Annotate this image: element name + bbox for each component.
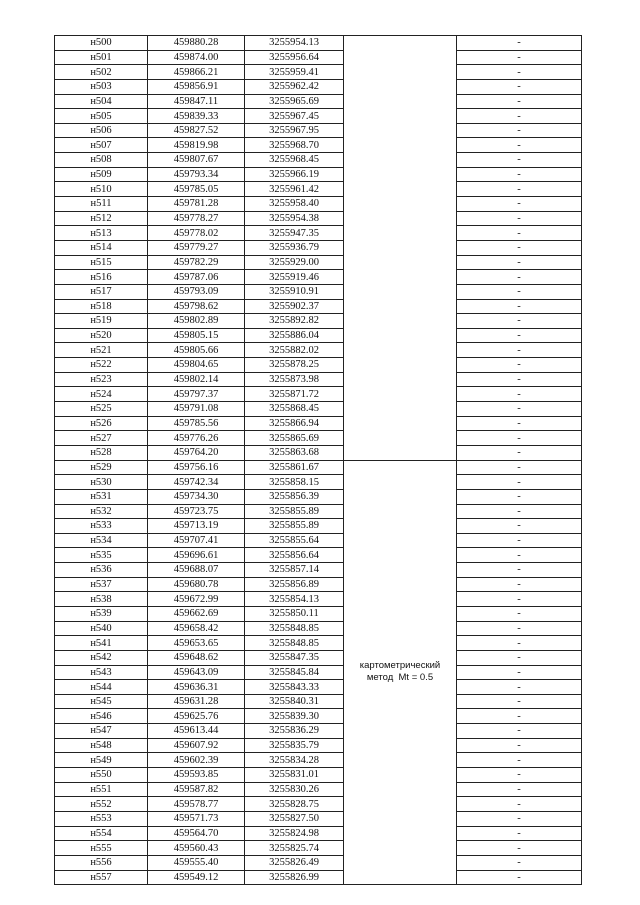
table-row xyxy=(55,299,582,314)
table-row xyxy=(55,50,582,65)
y-coordinate-cell: 3255878.25 xyxy=(245,358,344,373)
x-coordinate-cell: 459662.69 xyxy=(148,606,245,621)
table-row xyxy=(55,475,582,490)
x-coordinate-cell: 459764.20 xyxy=(148,445,245,460)
x-coordinate-cell: 459578.77 xyxy=(148,797,245,812)
y-coordinate-cell: 3255856.89 xyxy=(245,577,344,592)
table-row xyxy=(55,592,582,607)
mark-cell: - xyxy=(457,109,582,124)
x-coordinate-cell: 459707.41 xyxy=(148,533,245,548)
table-row xyxy=(55,621,582,636)
mark-cell: - xyxy=(457,753,582,768)
x-coordinate-cell: 459778.27 xyxy=(148,211,245,226)
point-name-cell: н528 xyxy=(55,445,148,460)
point-name-cell: н526 xyxy=(55,416,148,431)
y-coordinate-cell: 3255848.85 xyxy=(245,636,344,651)
y-coordinate-cell: 3255868.45 xyxy=(245,402,344,417)
point-name-cell: н523 xyxy=(55,372,148,387)
table-row xyxy=(55,314,582,329)
table-row xyxy=(55,533,582,548)
y-coordinate-cell: 3255847.35 xyxy=(245,650,344,665)
mark-cell: - xyxy=(457,606,582,621)
point-name-cell: н502 xyxy=(55,65,148,80)
y-coordinate-cell: 3255826.49 xyxy=(245,855,344,870)
mark-cell: - xyxy=(457,402,582,417)
y-coordinate-cell: 3255831.01 xyxy=(245,768,344,783)
x-coordinate-cell: 459856.91 xyxy=(148,79,245,94)
y-coordinate-cell: 3255936.79 xyxy=(245,240,344,255)
point-name-cell: н518 xyxy=(55,299,148,314)
x-coordinate-cell: 459643.09 xyxy=(148,665,245,680)
table-row xyxy=(55,811,582,826)
x-coordinate-cell: 459781.28 xyxy=(148,197,245,212)
table-row xyxy=(55,445,582,460)
mark-cell: - xyxy=(457,65,582,80)
x-coordinate-cell: 459631.28 xyxy=(148,694,245,709)
mark-cell: - xyxy=(457,138,582,153)
mark-cell: - xyxy=(457,475,582,490)
table-row xyxy=(55,79,582,94)
table-row xyxy=(55,240,582,255)
x-coordinate-cell: 459696.61 xyxy=(148,548,245,563)
coordinates-table-body xyxy=(55,36,582,885)
mark-cell: - xyxy=(457,768,582,783)
method-accuracy-text: метод Mt = 0.5 xyxy=(366,672,434,684)
point-name-cell: н516 xyxy=(55,270,148,285)
mark-cell: - xyxy=(457,694,582,709)
mark-cell: - xyxy=(457,387,582,402)
table-row xyxy=(55,826,582,841)
y-coordinate-cell: 3255954.38 xyxy=(245,211,344,226)
x-coordinate-cell: 459636.31 xyxy=(148,680,245,695)
mark-cell: - xyxy=(457,797,582,812)
table-row xyxy=(55,650,582,665)
mark-cell: - xyxy=(457,79,582,94)
y-coordinate-cell: 3255892.82 xyxy=(245,314,344,329)
y-coordinate-cell: 3255828.75 xyxy=(245,797,344,812)
y-coordinate-cell: 3255873.98 xyxy=(245,372,344,387)
point-name-cell: н510 xyxy=(55,182,148,197)
table-row xyxy=(55,358,582,373)
y-coordinate-cell: 3255857.14 xyxy=(245,563,344,578)
table-row xyxy=(55,226,582,241)
table-row xyxy=(55,724,582,739)
x-coordinate-cell: 459756.16 xyxy=(148,460,245,475)
mark-cell: - xyxy=(457,255,582,270)
y-coordinate-cell: 3255824.98 xyxy=(245,826,344,841)
table-row xyxy=(55,255,582,270)
point-name-cell: н551 xyxy=(55,782,148,797)
x-coordinate-cell: 459791.08 xyxy=(148,402,245,417)
y-coordinate-cell: 3255843.33 xyxy=(245,680,344,695)
mark-cell: - xyxy=(457,211,582,226)
point-name-cell: н543 xyxy=(55,665,148,680)
mark-cell: - xyxy=(457,358,582,373)
table-row xyxy=(55,94,582,109)
y-coordinate-cell: 3255967.45 xyxy=(245,109,344,124)
x-coordinate-cell: 459802.14 xyxy=(148,372,245,387)
mark-cell: - xyxy=(457,328,582,343)
table-row xyxy=(55,797,582,812)
table-row xyxy=(55,855,582,870)
table-row xyxy=(55,372,582,387)
table-row xyxy=(55,870,582,885)
y-coordinate-cell: 3255954.13 xyxy=(245,36,344,51)
table-row xyxy=(55,211,582,226)
x-coordinate-cell: 459723.75 xyxy=(148,504,245,519)
point-name-cell: н546 xyxy=(55,709,148,724)
table-row xyxy=(55,738,582,753)
x-coordinate-cell: 459564.70 xyxy=(148,826,245,841)
x-coordinate-cell: 459778.02 xyxy=(148,226,245,241)
point-name-cell: н524 xyxy=(55,387,148,402)
mark-cell: - xyxy=(457,50,582,65)
point-name-cell: н504 xyxy=(55,94,148,109)
x-coordinate-cell: 459802.89 xyxy=(148,314,245,329)
y-coordinate-cell: 3255865.69 xyxy=(245,431,344,446)
mark-cell: - xyxy=(457,841,582,856)
x-coordinate-cell: 459827.52 xyxy=(148,123,245,138)
y-coordinate-cell: 3255861.67 xyxy=(245,460,344,475)
point-name-cell: н545 xyxy=(55,694,148,709)
y-coordinate-cell: 3255966.19 xyxy=(245,167,344,182)
mark-cell: - xyxy=(457,724,582,739)
point-name-cell: н500 xyxy=(55,36,148,51)
y-coordinate-cell: 3255855.64 xyxy=(245,533,344,548)
x-coordinate-cell: 459782.29 xyxy=(148,255,245,270)
y-coordinate-cell: 3255962.42 xyxy=(245,79,344,94)
table-row xyxy=(55,665,582,680)
point-name-cell: н532 xyxy=(55,504,148,519)
x-coordinate-cell: 459680.78 xyxy=(148,577,245,592)
x-coordinate-cell: 459779.27 xyxy=(148,240,245,255)
point-name-cell: н531 xyxy=(55,489,148,504)
point-name-cell: н541 xyxy=(55,636,148,651)
mark-cell: - xyxy=(457,680,582,695)
y-coordinate-cell: 3255835.79 xyxy=(245,738,344,753)
y-coordinate-cell: 3255863.68 xyxy=(245,445,344,460)
y-coordinate-cell: 3255959.41 xyxy=(245,65,344,80)
table-row xyxy=(55,431,582,446)
point-name-cell: н538 xyxy=(55,592,148,607)
table-row xyxy=(55,416,582,431)
y-coordinate-cell: 3255886.04 xyxy=(245,328,344,343)
table-row xyxy=(55,636,582,651)
mark-cell: - xyxy=(457,123,582,138)
table-row xyxy=(55,519,582,534)
y-coordinate-cell: 3255882.02 xyxy=(245,343,344,358)
mark-cell: - xyxy=(457,636,582,651)
point-name-cell: н517 xyxy=(55,284,148,299)
x-coordinate-cell: 459672.99 xyxy=(148,592,245,607)
point-name-cell: н511 xyxy=(55,197,148,212)
y-coordinate-cell: 3255856.39 xyxy=(245,489,344,504)
table-row xyxy=(55,548,582,563)
table-row xyxy=(55,343,582,358)
x-coordinate-cell: 459587.82 xyxy=(148,782,245,797)
point-name-cell: н544 xyxy=(55,680,148,695)
mark-cell: - xyxy=(457,460,582,475)
table-row xyxy=(55,123,582,138)
mark-cell: - xyxy=(457,563,582,578)
point-name-cell: н549 xyxy=(55,753,148,768)
table-row xyxy=(55,694,582,709)
x-coordinate-cell: 459742.34 xyxy=(148,475,245,490)
point-name-cell: н508 xyxy=(55,153,148,168)
mark-cell: - xyxy=(457,665,582,680)
x-coordinate-cell: 459549.12 xyxy=(148,870,245,885)
table-row xyxy=(55,460,582,475)
y-coordinate-cell: 3255856.64 xyxy=(245,548,344,563)
table-row xyxy=(55,782,582,797)
x-coordinate-cell: 459839.33 xyxy=(148,109,245,124)
x-coordinate-cell: 459807.67 xyxy=(148,153,245,168)
method-cell-empty xyxy=(344,36,457,461)
x-coordinate-cell: 459804.65 xyxy=(148,358,245,373)
x-coordinate-cell: 459713.19 xyxy=(148,519,245,534)
y-coordinate-cell: 3255866.94 xyxy=(245,416,344,431)
table-row xyxy=(55,65,582,80)
table-row xyxy=(55,577,582,592)
point-name-cell: н557 xyxy=(55,870,148,885)
y-coordinate-cell: 3255961.42 xyxy=(245,182,344,197)
x-coordinate-cell: 459607.92 xyxy=(148,738,245,753)
x-coordinate-cell: 459793.09 xyxy=(148,284,245,299)
y-coordinate-cell: 3255871.72 xyxy=(245,387,344,402)
table-row xyxy=(55,753,582,768)
y-coordinate-cell: 3255947.35 xyxy=(245,226,344,241)
y-coordinate-cell: 3255968.45 xyxy=(245,153,344,168)
mark-cell: - xyxy=(457,489,582,504)
x-coordinate-cell: 459847.11 xyxy=(148,94,245,109)
point-name-cell: н552 xyxy=(55,797,148,812)
mark-cell: - xyxy=(457,504,582,519)
table-row xyxy=(55,182,582,197)
mark-cell: - xyxy=(457,36,582,51)
mark-cell: - xyxy=(457,197,582,212)
y-coordinate-cell: 3255836.29 xyxy=(245,724,344,739)
point-name-cell: н529 xyxy=(55,460,148,475)
y-coordinate-cell: 3255840.31 xyxy=(245,694,344,709)
point-name-cell: н540 xyxy=(55,621,148,636)
x-coordinate-cell: 459798.62 xyxy=(148,299,245,314)
x-coordinate-cell: 459653.65 xyxy=(148,636,245,651)
point-name-cell: н547 xyxy=(55,724,148,739)
x-coordinate-cell: 459658.42 xyxy=(148,621,245,636)
point-name-cell: н539 xyxy=(55,606,148,621)
y-coordinate-cell: 3255825.74 xyxy=(245,841,344,856)
y-coordinate-cell: 3255910.91 xyxy=(245,284,344,299)
point-name-cell: н553 xyxy=(55,811,148,826)
point-name-cell: н507 xyxy=(55,138,148,153)
x-coordinate-cell: 459805.15 xyxy=(148,328,245,343)
point-name-cell: н527 xyxy=(55,431,148,446)
mark-cell: - xyxy=(457,782,582,797)
table-row xyxy=(55,841,582,856)
mark-cell: - xyxy=(457,577,582,592)
x-coordinate-cell: 459602.39 xyxy=(148,753,245,768)
mark-cell: - xyxy=(457,870,582,885)
mark-cell: - xyxy=(457,153,582,168)
mark-cell: - xyxy=(457,182,582,197)
x-coordinate-cell: 459560.43 xyxy=(148,841,245,856)
mark-cell: - xyxy=(457,431,582,446)
table-row xyxy=(55,109,582,124)
table-row xyxy=(55,504,582,519)
coordinates-table xyxy=(54,35,582,885)
point-name-cell: н514 xyxy=(55,240,148,255)
mark-cell: - xyxy=(457,226,582,241)
point-name-cell: н556 xyxy=(55,855,148,870)
table-row xyxy=(55,606,582,621)
x-coordinate-cell: 459734.30 xyxy=(148,489,245,504)
x-coordinate-cell: 459874.00 xyxy=(148,50,245,65)
table-row xyxy=(55,328,582,343)
point-name-cell: н548 xyxy=(55,738,148,753)
x-coordinate-cell: 459688.07 xyxy=(148,563,245,578)
y-coordinate-cell: 3255967.95 xyxy=(245,123,344,138)
table-row xyxy=(55,489,582,504)
point-name-cell: н509 xyxy=(55,167,148,182)
table-row xyxy=(55,680,582,695)
x-coordinate-cell: 459571.73 xyxy=(148,811,245,826)
point-name-cell: н536 xyxy=(55,563,148,578)
mark-cell: - xyxy=(457,533,582,548)
point-name-cell: н519 xyxy=(55,314,148,329)
x-coordinate-cell: 459613.44 xyxy=(148,724,245,739)
x-coordinate-cell: 459880.28 xyxy=(148,36,245,51)
point-name-cell: н521 xyxy=(55,343,148,358)
table-row xyxy=(55,197,582,212)
mark-cell: - xyxy=(457,548,582,563)
x-coordinate-cell: 459776.26 xyxy=(148,431,245,446)
mark-cell: - xyxy=(457,519,582,534)
y-coordinate-cell: 3255919.46 xyxy=(245,270,344,285)
mark-cell: - xyxy=(457,826,582,841)
y-coordinate-cell: 3255958.40 xyxy=(245,197,344,212)
point-name-cell: н533 xyxy=(55,519,148,534)
y-coordinate-cell: 3255965.69 xyxy=(245,94,344,109)
point-name-cell: н520 xyxy=(55,328,148,343)
x-coordinate-cell: 459787.06 xyxy=(148,270,245,285)
mark-cell: - xyxy=(457,855,582,870)
x-coordinate-cell: 459648.62 xyxy=(148,650,245,665)
mark-cell: - xyxy=(457,240,582,255)
table-row xyxy=(55,768,582,783)
table-row xyxy=(55,36,582,51)
mark-cell: - xyxy=(457,284,582,299)
x-coordinate-cell: 459797.37 xyxy=(148,387,245,402)
y-coordinate-cell: 3255902.37 xyxy=(245,299,344,314)
point-name-cell: н522 xyxy=(55,358,148,373)
mark-cell: - xyxy=(457,416,582,431)
point-name-cell: н535 xyxy=(55,548,148,563)
method-cell xyxy=(344,460,457,885)
mark-cell: - xyxy=(457,621,582,636)
x-coordinate-cell: 459793.34 xyxy=(148,167,245,182)
y-coordinate-cell: 3255968.70 xyxy=(245,138,344,153)
point-name-cell: н555 xyxy=(55,841,148,856)
x-coordinate-cell: 459593.85 xyxy=(148,768,245,783)
point-name-cell: н506 xyxy=(55,123,148,138)
y-coordinate-cell: 3255834.28 xyxy=(245,753,344,768)
y-coordinate-cell: 3255850.11 xyxy=(245,606,344,621)
table-row xyxy=(55,284,582,299)
x-coordinate-cell: 459625.76 xyxy=(148,709,245,724)
y-coordinate-cell: 3255929.00 xyxy=(245,255,344,270)
point-name-cell: н505 xyxy=(55,109,148,124)
y-coordinate-cell: 3255855.89 xyxy=(245,519,344,534)
x-coordinate-cell: 459555.40 xyxy=(148,855,245,870)
table-row xyxy=(55,709,582,724)
table-row xyxy=(55,270,582,285)
x-coordinate-cell: 459785.05 xyxy=(148,182,245,197)
mark-cell: - xyxy=(457,592,582,607)
mark-cell: - xyxy=(457,94,582,109)
point-name-cell: н515 xyxy=(55,255,148,270)
y-coordinate-cell: 3255956.64 xyxy=(245,50,344,65)
y-coordinate-cell: 3255848.85 xyxy=(245,621,344,636)
mark-cell: - xyxy=(457,709,582,724)
mark-cell: - xyxy=(457,650,582,665)
point-name-cell: н542 xyxy=(55,650,148,665)
mark-cell: - xyxy=(457,167,582,182)
mark-cell: - xyxy=(457,811,582,826)
x-coordinate-cell: 459819.98 xyxy=(148,138,245,153)
x-coordinate-cell: 459805.66 xyxy=(148,343,245,358)
y-coordinate-cell: 3255858.15 xyxy=(245,475,344,490)
table-row xyxy=(55,387,582,402)
y-coordinate-cell: 3255845.84 xyxy=(245,665,344,680)
y-coordinate-cell: 3255839.30 xyxy=(245,709,344,724)
table-row xyxy=(55,138,582,153)
point-name-cell: н554 xyxy=(55,826,148,841)
method-name-text: картометрический xyxy=(359,660,441,672)
mark-cell: - xyxy=(457,372,582,387)
y-coordinate-cell: 3255830.26 xyxy=(245,782,344,797)
table-row xyxy=(55,153,582,168)
x-coordinate-cell: 459866.21 xyxy=(148,65,245,80)
mark-cell: - xyxy=(457,343,582,358)
y-coordinate-cell: 3255826.99 xyxy=(245,870,344,885)
point-name-cell: н530 xyxy=(55,475,148,490)
point-name-cell: н512 xyxy=(55,211,148,226)
point-name-cell: н503 xyxy=(55,79,148,94)
mark-cell: - xyxy=(457,299,582,314)
point-name-cell: н534 xyxy=(55,533,148,548)
table-row xyxy=(55,402,582,417)
y-coordinate-cell: 3255854.13 xyxy=(245,592,344,607)
point-name-cell: н501 xyxy=(55,50,148,65)
point-name-cell: н513 xyxy=(55,226,148,241)
y-coordinate-cell: 3255855.89 xyxy=(245,504,344,519)
mark-cell: - xyxy=(457,738,582,753)
x-coordinate-cell: 459785.56 xyxy=(148,416,245,431)
mark-cell: - xyxy=(457,270,582,285)
mark-cell: - xyxy=(457,314,582,329)
y-coordinate-cell: 3255827.50 xyxy=(245,811,344,826)
point-name-cell: н537 xyxy=(55,577,148,592)
table-row xyxy=(55,563,582,578)
table-row xyxy=(55,167,582,182)
point-name-cell: н525 xyxy=(55,402,148,417)
point-name-cell: н550 xyxy=(55,768,148,783)
mark-cell: - xyxy=(457,445,582,460)
